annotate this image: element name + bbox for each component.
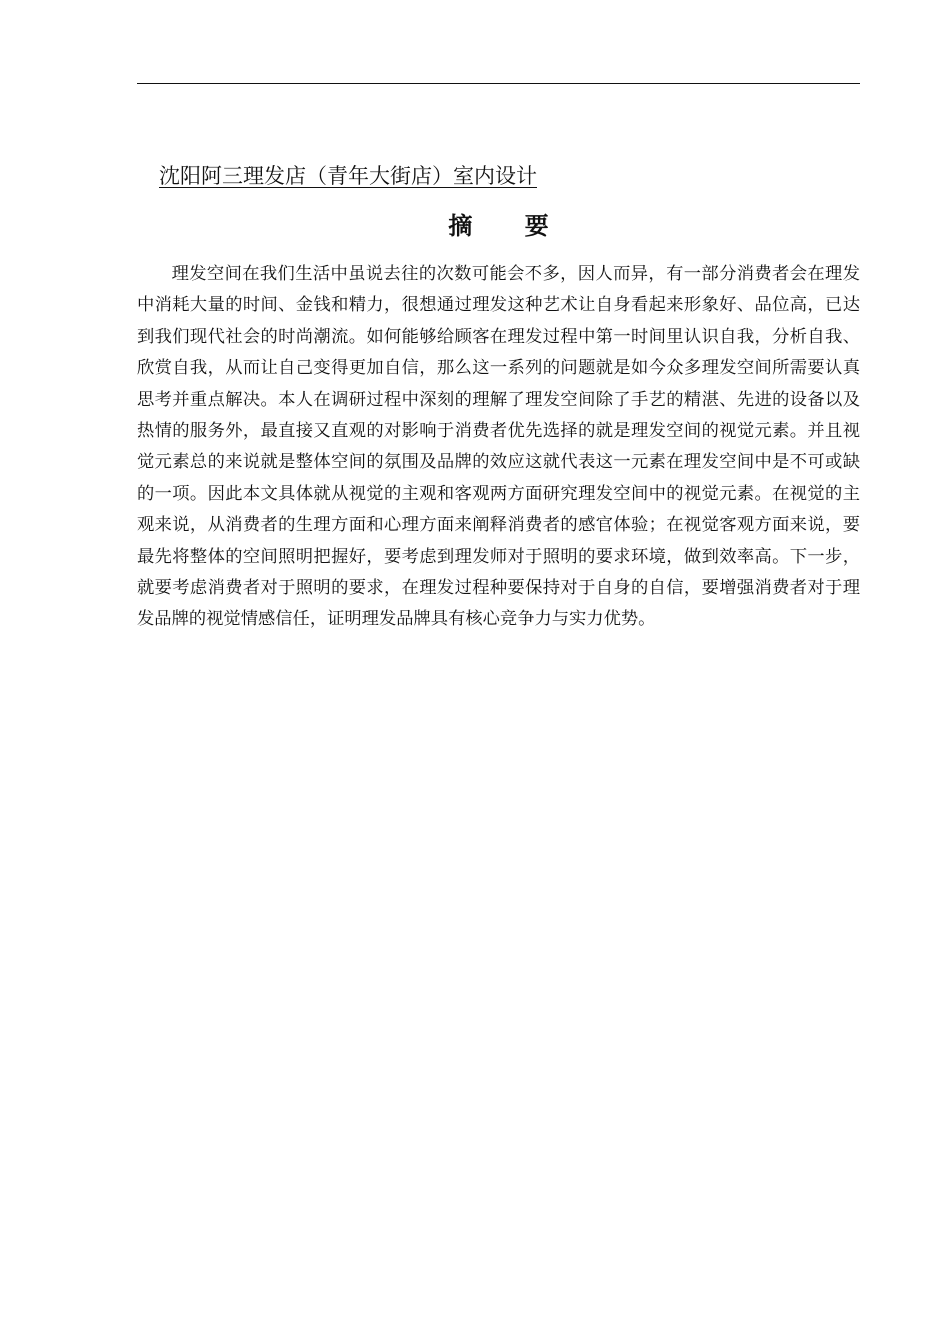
abstract-heading: 摘 要 — [448, 212, 571, 240]
document-title: 沈阳阿三理发店（青年大街店）室内设计 — [159, 164, 537, 188]
abstract-body: 理发空间在我们生活中虽说去往的次数可能会不多，因人而异，有一部分消费者会在理发中消耗大量的时间、金钱和精力，很想通过理发这种艺术让自身看起来形象好、品位高，已达到我们现代社会的时尚潮流。如何能够给顾客在理发过程中第一时间里认识自我，分析自我、欣赏自我，从而让自己变得更加自信，那么这一系列的问题就是如今众多理发空间所需要认真思考并重点解决。本人在调研过程中深刻的理解了理发空间除了手艺的精湛、先进的设备以及热情的服务外，最直接又直观的对影响于消费者优先选择的就是理发空间的视觉元素。并且视觉元素总的来说就是整体空间的氛围及品牌的效应这就代表这一元素在理发空间中是不可或缺的一项。因此本文具体就从视觉的主观和客观两方面研究理发空间中的视觉元素。在视觉的主观来说，从消费者的生理方面和心理方面来阐释消费者的感官体验；在视觉客观方面来说，要最先将整体的空间照明把握好，要考虑到理发师对于照明的要求环境，做到效率高。下一步，就要考虑消费者对于照明的要求，在理发过程种要保持对于自身的自信，要增强消费者对于理发品牌的视觉情感信任，证明理发品牌具有核心竞争力与实力优势。 — [137, 264, 860, 630]
header-rule — [137, 83, 860, 84]
